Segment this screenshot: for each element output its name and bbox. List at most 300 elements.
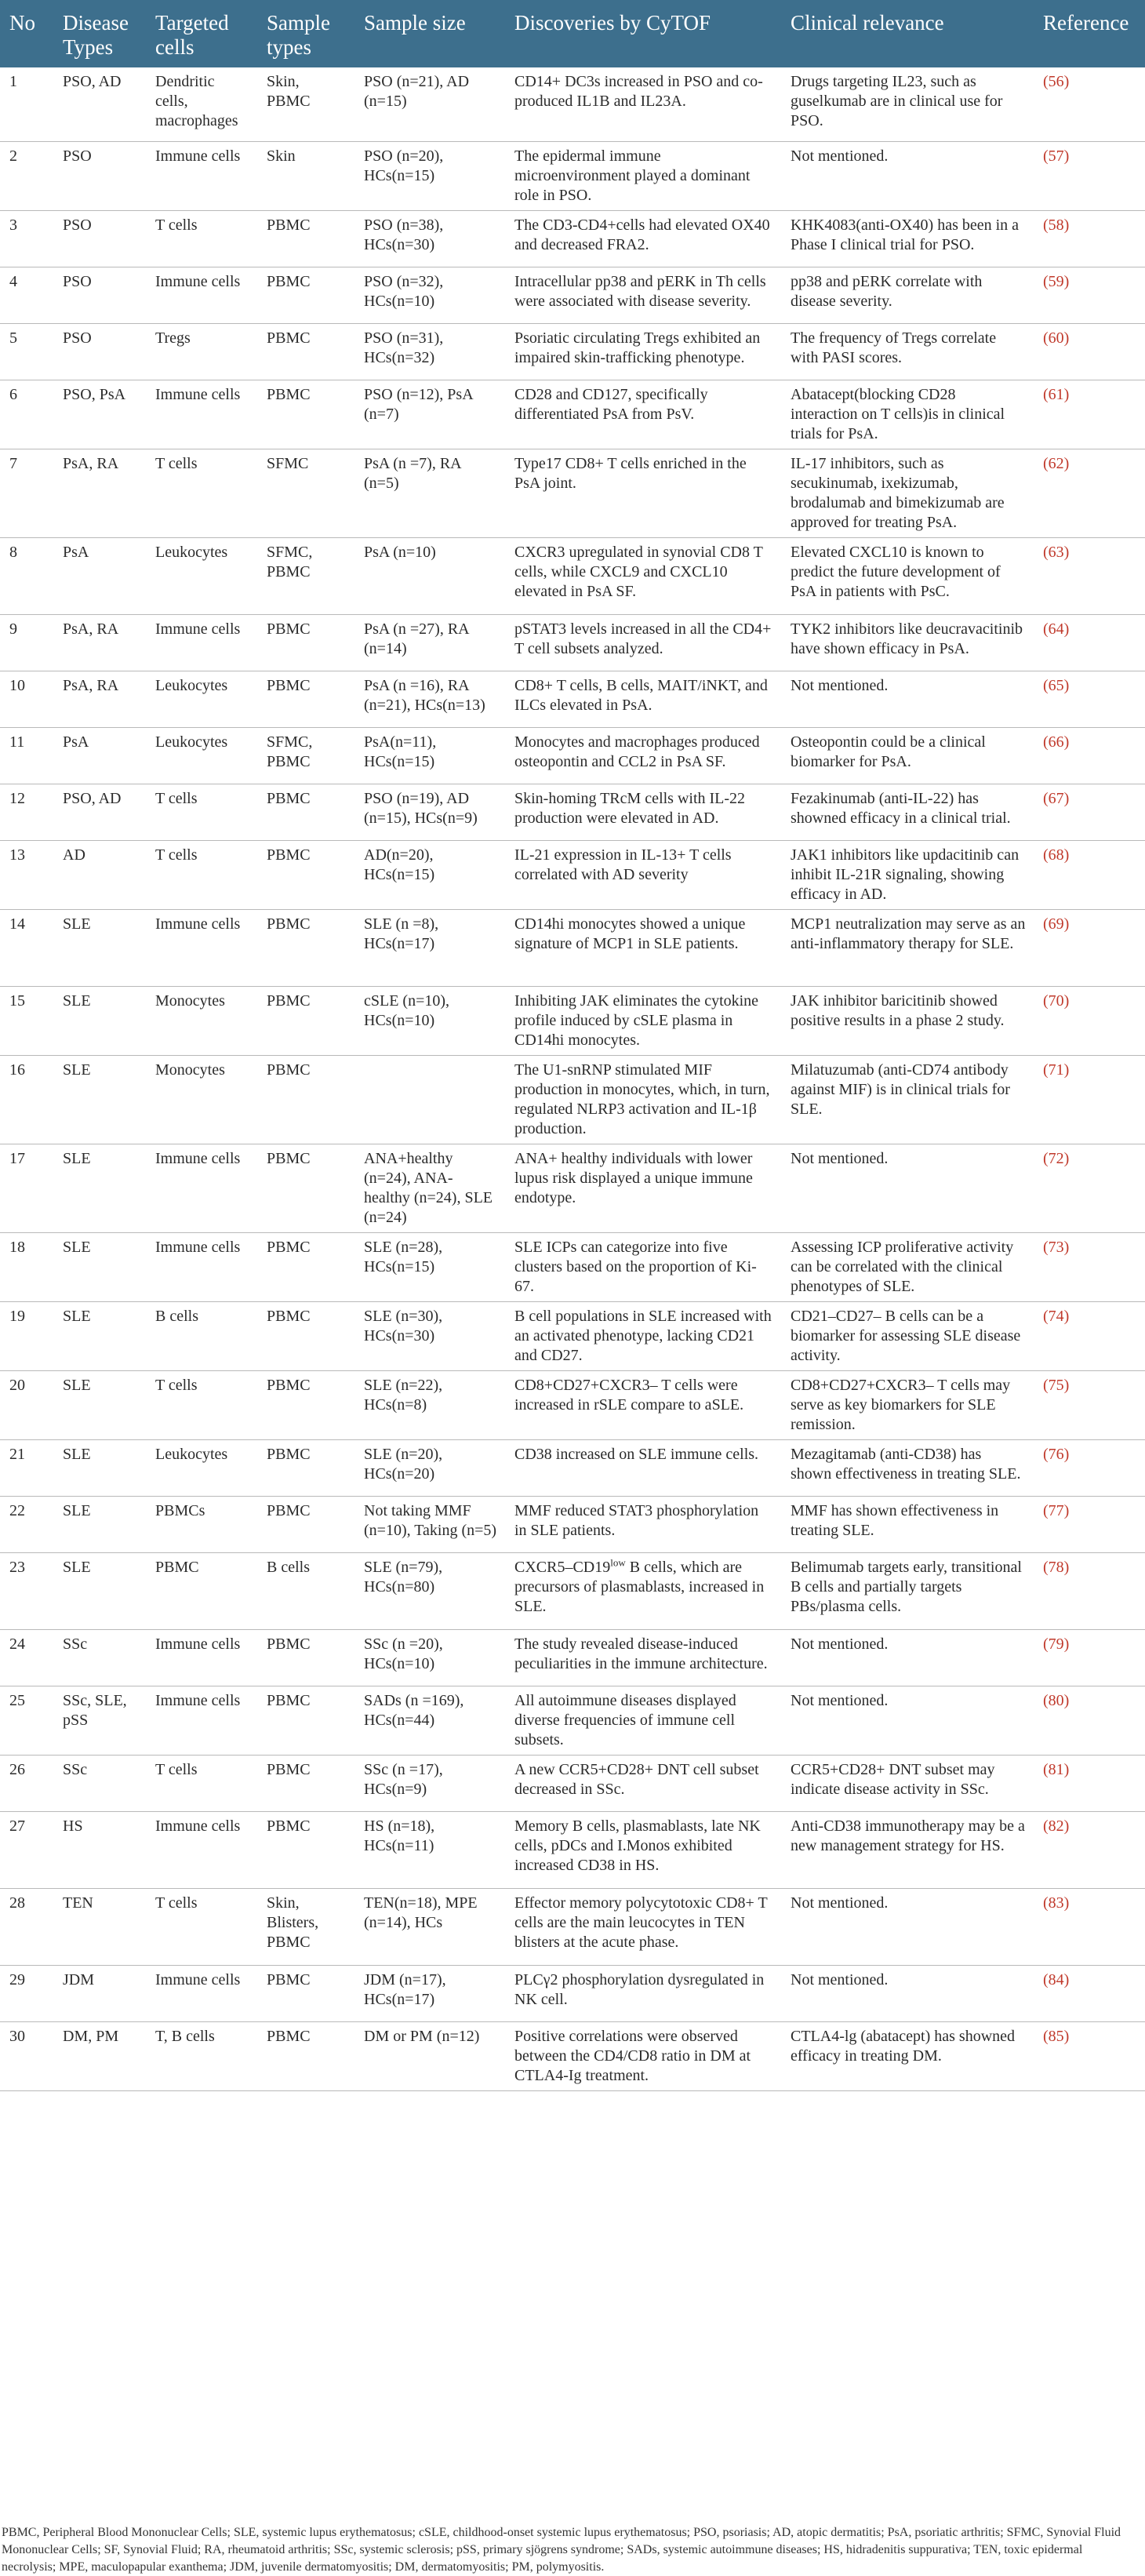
cell-no: 11 — [0, 727, 53, 784]
reference-link[interactable]: 65 — [1048, 676, 1064, 694]
cell-disease-types: SLE — [53, 1301, 146, 1370]
reference-link[interactable]: 57 — [1048, 147, 1064, 165]
cell-discovery: The study revealed disease-induced peculiarities in the immune architecture. — [505, 1629, 781, 1686]
cell-discovery: pSTAT3 levels increased in all the CD4+ T cell subsets analyzed. — [505, 614, 781, 671]
cell-no: 28 — [0, 1888, 53, 1965]
reference-link[interactable]: 61 — [1048, 385, 1064, 403]
cell-discovery: All autoimmune diseases displayed diverse frequencies of immune cell subsets. — [505, 1686, 781, 1755]
cell-reference[interactable]: (76) — [1034, 1439, 1145, 1496]
cell-disease-types: PSO, PsA — [53, 380, 146, 449]
cell-targeted-cells: T cells — [146, 784, 257, 840]
reference-link[interactable]: 68 — [1048, 846, 1064, 864]
cell-clinical-relevance: JAK inhibitor baricitinib showed positive results in a phase 2 study. — [781, 986, 1034, 1055]
cell-discovery — [505, 1552, 781, 1629]
cell-disease-types: PSO — [53, 210, 146, 267]
cell-no: 27 — [0, 1811, 53, 1888]
cell-discovery: A new CCR5+CD28+ DNT cell subset decreased in SSc. — [505, 1755, 781, 1811]
cell-clinical-relevance: Not mentioned. — [781, 1144, 1034, 1232]
cell-no: 8 — [0, 537, 53, 614]
table-row — [0, 267, 1145, 323]
header-discoveries: Discoveries by CyTOF — [514, 11, 711, 35]
table-row — [0, 1552, 1145, 1629]
cell-sample-types: Skin — [257, 141, 354, 210]
reference-link[interactable]: 74 — [1048, 1307, 1064, 1325]
cell-discovery: CD8+ T cells, B cells, MAIT/iNKT, and ILCs elevated in PsA. — [505, 671, 781, 727]
table-row — [0, 210, 1145, 267]
cell-clinical-relevance: MCP1 neutralization may serve as an anti-inflammatory therapy for SLE. — [781, 909, 1034, 986]
reference-link[interactable]: 85 — [1048, 2027, 1064, 2045]
cell-discovery: The U1-snRNP stimulated MIF production in monocytes, which, in turn, regulated NLRP3 activation and IL-1β production. — [505, 1055, 781, 1144]
cell-discovery: Positive correlations were observed between the CD4/CD8 ratio in DM at CTLA4-Ig treatment. — [505, 2021, 781, 2090]
cell-discovery: CXCR3 upregulated in synovial CD8 T cells, while CXCL9 and CXCL10 elevated in PsA SF. — [505, 537, 781, 614]
cell-reference[interactable]: (62) — [1034, 449, 1145, 537]
cell-clinical-relevance: Not mentioned. — [781, 1965, 1034, 2021]
header-targeted-cells: Targeted cells — [155, 11, 229, 59]
cell-disease-types: JDM — [53, 1965, 146, 2021]
cell-sample-size: PSO (n=20), HCs(n=15) — [354, 141, 505, 210]
cell-sample-types: PBMC — [257, 1965, 354, 2021]
cell-disease-types: SLE — [53, 1496, 146, 1552]
table-row — [0, 323, 1145, 380]
table-row — [0, 1439, 1145, 1496]
cell-reference[interactable]: (63) — [1034, 537, 1145, 614]
cell-sample-size: SLE (n=28), HCs(n=15) — [354, 1232, 505, 1301]
cell-targeted-cells: Leukocytes — [146, 727, 257, 784]
cell-no: 4 — [0, 267, 53, 323]
cell-disease-types: PsA, RA — [53, 671, 146, 727]
cell-no: 10 — [0, 671, 53, 727]
reference-link[interactable]: 80 — [1048, 1691, 1064, 1709]
cell-clinical-relevance: Elevated CXCL10 is known to predict the future development of PsA in patients with PsC. — [781, 537, 1034, 614]
cell-no: 26 — [0, 1755, 53, 1811]
cell-targeted-cells: B cells — [146, 1301, 257, 1370]
cell-targeted-cells: Tregs — [146, 323, 257, 380]
cell-disease-types: SSc — [53, 1755, 146, 1811]
header-row — [0, 0, 1145, 67]
cell-disease-types: PSO, AD — [53, 67, 146, 141]
cell-disease-types: SLE — [53, 1370, 146, 1439]
cell-clinical-relevance: pp38 and pERK correlate with disease severity. — [781, 267, 1034, 323]
cell-reference[interactable]: (72) — [1034, 1144, 1145, 1232]
cell-discovery: Psoriatic circulating Tregs exhibited an impaired skin-trafficking phenotype. — [505, 323, 781, 380]
cell-clinical-relevance: Not mentioned. — [781, 671, 1034, 727]
cell-reference[interactable]: (74) — [1034, 1301, 1145, 1370]
cell-discovery: Effector memory polycytotoxic CD8+ T cells are the main leucocytes in TEN blisters at the acute phase. — [505, 1888, 781, 1965]
cell-disease-types: PsA, RA — [53, 614, 146, 671]
cell-sample-size: PSO (n=21), AD (n=15) — [354, 67, 505, 141]
cell-reference[interactable]: (80) — [1034, 1686, 1145, 1755]
reference-link[interactable]: 79 — [1048, 1635, 1064, 1653]
header-disease-types: Disease Types — [63, 11, 129, 59]
cell-disease-types: PSO, AD — [53, 784, 146, 840]
table-row — [0, 2021, 1145, 2090]
reference-link[interactable]: 58 — [1048, 216, 1064, 234]
cell-discovery: CD38 increased on SLE immune cells. — [505, 1439, 781, 1496]
cell-sample-types: PBMC — [257, 1144, 354, 1232]
cell-targeted-cells: T cells — [146, 210, 257, 267]
cell-discovery: Skin-homing TRcM cells with IL-22 production were elevated in AD. — [505, 784, 781, 840]
cell-targeted-cells: T cells — [146, 449, 257, 537]
cell-disease-types: PSO — [53, 141, 146, 210]
header-clinical-relevance: Clinical relevance — [791, 11, 944, 35]
cell-targeted-cells: PBMCs — [146, 1496, 257, 1552]
table-row — [0, 1686, 1145, 1755]
cell-sample-types: PBMC — [257, 840, 354, 909]
cell-disease-types: DM, PM — [53, 2021, 146, 2090]
cell-no: 14 — [0, 909, 53, 986]
cell-discovery: MMF reduced STAT3 phosphorylation in SLE patients. — [505, 1496, 781, 1552]
cell-discovery: CD28 and CD127, specifically differentiated PsA from PsV. — [505, 380, 781, 449]
cell-clinical-relevance: Abatacept(blocking CD28 interaction on T cells)is in clinical trials for PsA. — [781, 380, 1034, 449]
cell-sample-size: PSO (n=32), HCs(n=10) — [354, 267, 505, 323]
cell-reference[interactable]: (64) — [1034, 614, 1145, 671]
cell-clinical-relevance: TYK2 inhibitors like deucravacitinib have shown efficacy in PsA. — [781, 614, 1034, 671]
cell-sample-types: Skin, Blisters, PBMC — [257, 1888, 354, 1965]
cell-reference[interactable]: (59) — [1034, 267, 1145, 323]
table-row — [0, 909, 1145, 986]
cell-sample-types: PBMC — [257, 1232, 354, 1301]
reference-link[interactable]: 73 — [1048, 1238, 1064, 1256]
reference-link[interactable]: 76 — [1048, 1445, 1064, 1463]
cell-clinical-relevance: CCR5+CD28+ DNT subset may indicate disease activity in SSc. — [781, 1755, 1034, 1811]
cell-targeted-cells: Leukocytes — [146, 1439, 257, 1496]
cell-reference[interactable]: (69) — [1034, 909, 1145, 986]
cell-reference[interactable]: (83) — [1034, 1888, 1145, 1965]
cell-sample-size: DM or PM (n=12) — [354, 2021, 505, 2090]
cell-no: 15 — [0, 986, 53, 1055]
cell-targeted-cells: Immune cells — [146, 1811, 257, 1888]
cell-disease-types: SLE — [53, 909, 146, 986]
cell-sample-types: PBMC — [257, 210, 354, 267]
cell-sample-types: PBMC — [257, 1811, 354, 1888]
cell-no: 19 — [0, 1301, 53, 1370]
cell-sample-size: SLE (n=20), HCs(n=20) — [354, 1439, 505, 1496]
cell-sample-types: B cells — [257, 1552, 354, 1629]
cell-clinical-relevance: JAK1 inhibitors like updacitinib can inhibit IL-21R signaling, showing efficacy in AD. — [781, 840, 1034, 909]
cell-sample-size: JDM (n=17), HCs(n=17) — [354, 1965, 505, 2021]
cell-targeted-cells: Immune cells — [146, 1629, 257, 1686]
cell-sample-types: PBMC — [257, 986, 354, 1055]
cell-reference[interactable]: (61) — [1034, 380, 1145, 449]
reference-link[interactable]: 83 — [1048, 1894, 1064, 1912]
cell-no: 9 — [0, 614, 53, 671]
cell-sample-size: TEN(n=18), MPE (n=14), HCs — [354, 1888, 505, 1965]
cell-sample-types: PBMC — [257, 1439, 354, 1496]
table-body — [0, 67, 1145, 2090]
cell-no: 18 — [0, 1232, 53, 1301]
reference-link[interactable]: 60 — [1048, 329, 1064, 347]
table-row — [0, 1232, 1145, 1301]
cell-disease-types: PsA, RA — [53, 449, 146, 537]
cell-no: 3 — [0, 210, 53, 267]
reference-link[interactable]: 62 — [1048, 454, 1064, 472]
cell-sample-types: PBMC — [257, 1629, 354, 1686]
cell-no: 25 — [0, 1686, 53, 1755]
cell-sample-types: SFMC, PBMC — [257, 537, 354, 614]
reference-link[interactable]: 78 — [1048, 1558, 1064, 1576]
cell-sample-size: PSO (n=12), PsA (n=7) — [354, 380, 505, 449]
cell-disease-types: SLE — [53, 986, 146, 1055]
cell-discovery: Monocytes and macrophages produced osteopontin and CCL2 in PsA SF. — [505, 727, 781, 784]
cell-targeted-cells: Monocytes — [146, 986, 257, 1055]
cell-sample-size — [354, 1055, 505, 1144]
cell-reference[interactable]: (71) — [1034, 1055, 1145, 1144]
reference-link[interactable]: 67 — [1048, 789, 1064, 807]
cell-sample-size: SSc (n =17), HCs(n=9) — [354, 1755, 505, 1811]
cell-discovery: The CD3-CD4+cells had elevated OX40 and decreased FRA2. — [505, 210, 781, 267]
reference-link[interactable]: 84 — [1048, 1970, 1064, 1988]
reference-link[interactable]: 70 — [1048, 991, 1064, 1010]
cell-clinical-relevance: Drugs targeting IL23, such as guselkumab are in clinical use for PSO. — [781, 67, 1034, 141]
cell-sample-size: PsA (n =27), RA (n=14) — [354, 614, 505, 671]
cell-no: 5 — [0, 323, 53, 380]
reference-link[interactable]: 81 — [1048, 1760, 1064, 1778]
cell-reference[interactable]: (77) — [1034, 1496, 1145, 1552]
cell-sample-types: PBMC — [257, 614, 354, 671]
discovery-text: B cells, which are precursors of plasmablasts, increased in SLE. — [514, 1558, 765, 1615]
cell-sample-size: cSLE (n=10), HCs(n=10) — [354, 986, 505, 1055]
cell-reference[interactable]: (67) — [1034, 784, 1145, 840]
cell-sample-size: PsA (n=10) — [354, 537, 505, 614]
cell-disease-types: SLE — [53, 1552, 146, 1629]
cell-sample-size: PSO (n=31), HCs(n=32) — [354, 323, 505, 380]
cell-sample-size: PSO (n=19), AD (n=15), HCs(n=9) — [354, 784, 505, 840]
cell-discovery: SLE ICPs can categorize into five clusters based on the proportion of Ki-67. — [505, 1232, 781, 1301]
cell-targeted-cells: Immune cells — [146, 614, 257, 671]
cell-sample-size: PsA(n=11), HCs(n=15) — [354, 727, 505, 784]
cell-no: 20 — [0, 1370, 53, 1439]
cell-reference[interactable]: (65) — [1034, 671, 1145, 727]
cell-no: 30 — [0, 2021, 53, 2090]
cell-clinical-relevance: Not mentioned. — [781, 1629, 1034, 1686]
cell-sample-types: SFMC, PBMC — [257, 727, 354, 784]
cell-no: 21 — [0, 1439, 53, 1496]
cell-targeted-cells: T cells — [146, 1888, 257, 1965]
table-row — [0, 986, 1145, 1055]
cell-no: 7 — [0, 449, 53, 537]
table-row — [0, 784, 1145, 840]
cell-discovery: CD14+ DC3s increased in PSO and co-produced IL1B and IL23A. — [505, 67, 781, 141]
cell-disease-types: AD — [53, 840, 146, 909]
table-row — [0, 1370, 1145, 1439]
cell-disease-types: PSO — [53, 323, 146, 380]
cell-clinical-relevance: KHK4083(anti-OX40) has been in a Phase I clinical trial for PSO. — [781, 210, 1034, 267]
cell-sample-size: ANA+healthy (n=24), ANA-healthy (n=24), SLE (n=24) — [354, 1144, 505, 1232]
cell-discovery: Type17 CD8+ T cells enriched in the PsA joint. — [505, 449, 781, 537]
cell-reference[interactable]: (56) — [1034, 67, 1145, 141]
header-reference: Reference — [1043, 11, 1129, 35]
cell-reference[interactable]: (84) — [1034, 1965, 1145, 2021]
table-row — [0, 1055, 1145, 1144]
cell-clinical-relevance: Not mentioned. — [781, 1686, 1034, 1755]
cell-sample-types: PBMC — [257, 671, 354, 727]
cell-clinical-relevance: MMF has shown effectiveness in treating SLE. — [781, 1496, 1034, 1552]
cell-clinical-relevance: Not mentioned. — [781, 141, 1034, 210]
cell-sample-size: HS (n=18), HCs(n=11) — [354, 1811, 505, 1888]
cell-reference[interactable]: (60) — [1034, 323, 1145, 380]
cell-sample-types: PBMC — [257, 909, 354, 986]
cell-clinical-relevance: Belimumab targets early, transitional B cells and partially targets PBs/plasma cells. — [781, 1552, 1034, 1629]
cell-targeted-cells: Immune cells — [146, 909, 257, 986]
cell-disease-types: SLE — [53, 1055, 146, 1144]
cell-sample-types: PBMC — [257, 2021, 354, 2090]
reference-link[interactable]: 77 — [1048, 1501, 1064, 1519]
reference-link[interactable]: 56 — [1048, 73, 1064, 90]
cell-targeted-cells: T cells — [146, 1755, 257, 1811]
cell-sample-types: PBMC — [257, 1370, 354, 1439]
cell-sample-size: PSO (n=38), HCs(n=30) — [354, 210, 505, 267]
table-row — [0, 1811, 1145, 1888]
cell-reference[interactable]: (78) — [1034, 1552, 1145, 1629]
table-row — [0, 380, 1145, 449]
cell-reference[interactable]: (66) — [1034, 727, 1145, 784]
cell-discovery: The epidermal immune microenvironment played a dominant role in PSO. — [505, 141, 781, 210]
discovery-marker: CXCR5–CD19 — [514, 1558, 611, 1576]
cell-targeted-cells: T, B cells — [146, 2021, 257, 2090]
cell-disease-types: SLE — [53, 1439, 146, 1496]
cell-sample-types: PBMC — [257, 784, 354, 840]
table-row — [0, 1629, 1145, 1686]
table-row — [0, 1496, 1145, 1552]
cell-clinical-relevance: Osteopontin could be a clinical biomarker for PsA. — [781, 727, 1034, 784]
header-sample-types: Sample types — [267, 11, 330, 59]
cell-no: 24 — [0, 1629, 53, 1686]
cell-disease-types: PsA — [53, 727, 146, 784]
cell-discovery: PLCγ2 phosphorylation dysregulated in NK cell. — [505, 1965, 781, 2021]
cell-disease-types: PSO — [53, 267, 146, 323]
cell-clinical-relevance: IL-17 inhibitors, such as secukinumab, ixekizumab, brodalumab and bimekizumab are approved for treating PsA. — [781, 449, 1034, 537]
reference-link[interactable]: 63 — [1048, 543, 1064, 561]
table-row — [0, 1755, 1145, 1811]
table-row — [0, 537, 1145, 614]
cell-discovery: IL-21 expression in IL-13+ T cells correlated with AD severity — [505, 840, 781, 909]
cell-sample-size: SSc (n =20), HCs(n=10) — [354, 1629, 505, 1686]
cell-reference[interactable]: (81) — [1034, 1755, 1145, 1811]
cell-reference[interactable]: (82) — [1034, 1811, 1145, 1888]
table-row — [0, 1144, 1145, 1232]
cell-reference[interactable]: (79) — [1034, 1629, 1145, 1686]
cell-targeted-cells: Immune cells — [146, 141, 257, 210]
reference-link[interactable]: 71 — [1048, 1061, 1064, 1079]
cell-sample-types: Skin, PBMC — [257, 67, 354, 141]
cell-targeted-cells: Immune cells — [146, 1144, 257, 1232]
cell-clinical-relevance: Assessing ICP proliferative activity can be correlated with the clinical phenotypes of SLE. — [781, 1232, 1034, 1301]
discovery-superscript: low — [610, 1555, 626, 1568]
cell-sample-size: SLE (n=79), HCs(n=80) — [354, 1552, 505, 1629]
cell-disease-types: SSc — [53, 1629, 146, 1686]
cell-disease-types: SLE — [53, 1144, 146, 1232]
cell-reference[interactable]: (70) — [1034, 986, 1145, 1055]
cell-sample-size: PsA (n =7), RA (n=5) — [354, 449, 505, 537]
table-row — [0, 840, 1145, 909]
cell-sample-types: PBMC — [257, 323, 354, 380]
reference-link[interactable]: 82 — [1048, 1817, 1064, 1835]
cell-reference[interactable]: (68) — [1034, 840, 1145, 909]
header-sample-size: Sample size — [364, 11, 466, 35]
cell-sample-types: PBMC — [257, 267, 354, 323]
cell-sample-types: PBMC — [257, 1496, 354, 1552]
cell-disease-types: PsA — [53, 537, 146, 614]
cell-reference[interactable]: (75) — [1034, 1370, 1145, 1439]
reference-link[interactable]: 66 — [1048, 733, 1064, 751]
cell-discovery: CD14hi monocytes showed a unique signature of MCP1 in SLE patients. — [505, 909, 781, 986]
cell-targeted-cells: PBMC — [146, 1552, 257, 1629]
cell-no: 22 — [0, 1496, 53, 1552]
cell-no: 12 — [0, 784, 53, 840]
cell-sample-size: SADs (n =169), HCs(n=44) — [354, 1686, 505, 1755]
table-row — [0, 141, 1145, 210]
cell-sample-types: PBMC — [257, 380, 354, 449]
cell-disease-types: SLE — [53, 1232, 146, 1301]
cell-sample-size: Not taking MMF (n=10), Taking (n=5) — [354, 1496, 505, 1552]
cell-targeted-cells: Immune cells — [146, 380, 257, 449]
cell-clinical-relevance: Mezagitamab (anti-CD38) has shown effectiveness in treating SLE. — [781, 1439, 1034, 1496]
cell-clinical-relevance: CTLA4-lg (abatacept) has showned efficacy in treating DM. — [781, 2021, 1034, 2090]
cell-discovery: Inhibiting JAK eliminates the cytokine profile induced by cSLE plasma in CD14hi monocytes. — [505, 986, 781, 1055]
cell-reference[interactable]: (73) — [1034, 1232, 1145, 1301]
reference-link[interactable]: 75 — [1048, 1376, 1064, 1394]
cell-targeted-cells: Immune cells — [146, 1965, 257, 2021]
table-row — [0, 1301, 1145, 1370]
cell-sample-size: PsA (n =16), RA (n=21), HCs(n=13) — [354, 671, 505, 727]
cell-sample-size: SLE (n =8), HCs(n=17) — [354, 909, 505, 986]
cell-targeted-cells: Monocytes — [146, 1055, 257, 1144]
cell-clinical-relevance: CD8+CD27+CXCR3– T cells may serve as key biomarkers for SLE remission. — [781, 1370, 1034, 1439]
cell-targeted-cells: Leukocytes — [146, 537, 257, 614]
cell-clinical-relevance: Milatuzumab (anti-CD74 antibody against MIF) is in clinical trials for SLE. — [781, 1055, 1034, 1144]
reference-link[interactable]: 59 — [1048, 272, 1064, 290]
cell-no: 17 — [0, 1144, 53, 1232]
table-row — [0, 449, 1145, 537]
reference-link[interactable]: 69 — [1048, 915, 1064, 933]
cell-clinical-relevance: Fezakinumab (anti-IL-22) has showned efficacy in a clinical trial. — [781, 784, 1034, 840]
cell-no: 6 — [0, 380, 53, 449]
cell-sample-size: SLE (n=22), HCs(n=8) — [354, 1370, 505, 1439]
cell-disease-types: HS — [53, 1811, 146, 1888]
cell-no: 2 — [0, 141, 53, 210]
table-row — [0, 67, 1145, 141]
cell-no: 23 — [0, 1552, 53, 1629]
cell-targeted-cells: Immune cells — [146, 1686, 257, 1755]
table-row — [0, 671, 1145, 727]
cell-sample-types: PBMC — [257, 1755, 354, 1811]
cell-disease-types: SSc, SLE, pSS — [53, 1686, 146, 1755]
cell-targeted-cells: T cells — [146, 840, 257, 909]
cell-discovery: B cell populations in SLE increased with an activated phenotype, lacking CD21 and CD27. — [505, 1301, 781, 1370]
table-row — [0, 727, 1145, 784]
cell-disease-types: TEN — [53, 1888, 146, 1965]
cell-discovery: Memory B cells, plasmablasts, late NK cells, pDCs and I.Monos exhibited increased CD38 in HS. — [505, 1811, 781, 1888]
cell-clinical-relevance: Anti-CD38 immunotherapy may be a new management strategy for HS. — [781, 1811, 1034, 1888]
reference-link[interactable]: 72 — [1048, 1149, 1064, 1167]
cell-no: 1 — [0, 67, 53, 141]
cell-targeted-cells: T cells — [146, 1370, 257, 1439]
cell-discovery: ANA+ healthy individuals with lower lupus risk displayed a unique immune endotype. — [505, 1144, 781, 1232]
reference-link[interactable]: 64 — [1048, 620, 1064, 638]
cell-reference[interactable]: (57) — [1034, 141, 1145, 210]
cell-sample-size: AD(n=20), HCs(n=15) — [354, 840, 505, 909]
cell-targeted-cells: Dendritic cells, macrophages — [146, 67, 257, 141]
cell-reference[interactable]: (85) — [1034, 2021, 1145, 2090]
cell-targeted-cells: Immune cells — [146, 267, 257, 323]
cell-clinical-relevance: Not mentioned. — [781, 1888, 1034, 1965]
cell-sample-types: SFMC — [257, 449, 354, 537]
cell-sample-types: PBMC — [257, 1055, 354, 1144]
cell-discovery: CD8+CD27+CXCR3– T cells were increased in rSLE compare to aSLE. — [505, 1370, 781, 1439]
cell-clinical-relevance: CD21–CD27– B cells can be a biomarker for assessing SLE disease activity. — [781, 1301, 1034, 1370]
table-row — [0, 1888, 1145, 1965]
cell-reference[interactable]: (58) — [1034, 210, 1145, 267]
